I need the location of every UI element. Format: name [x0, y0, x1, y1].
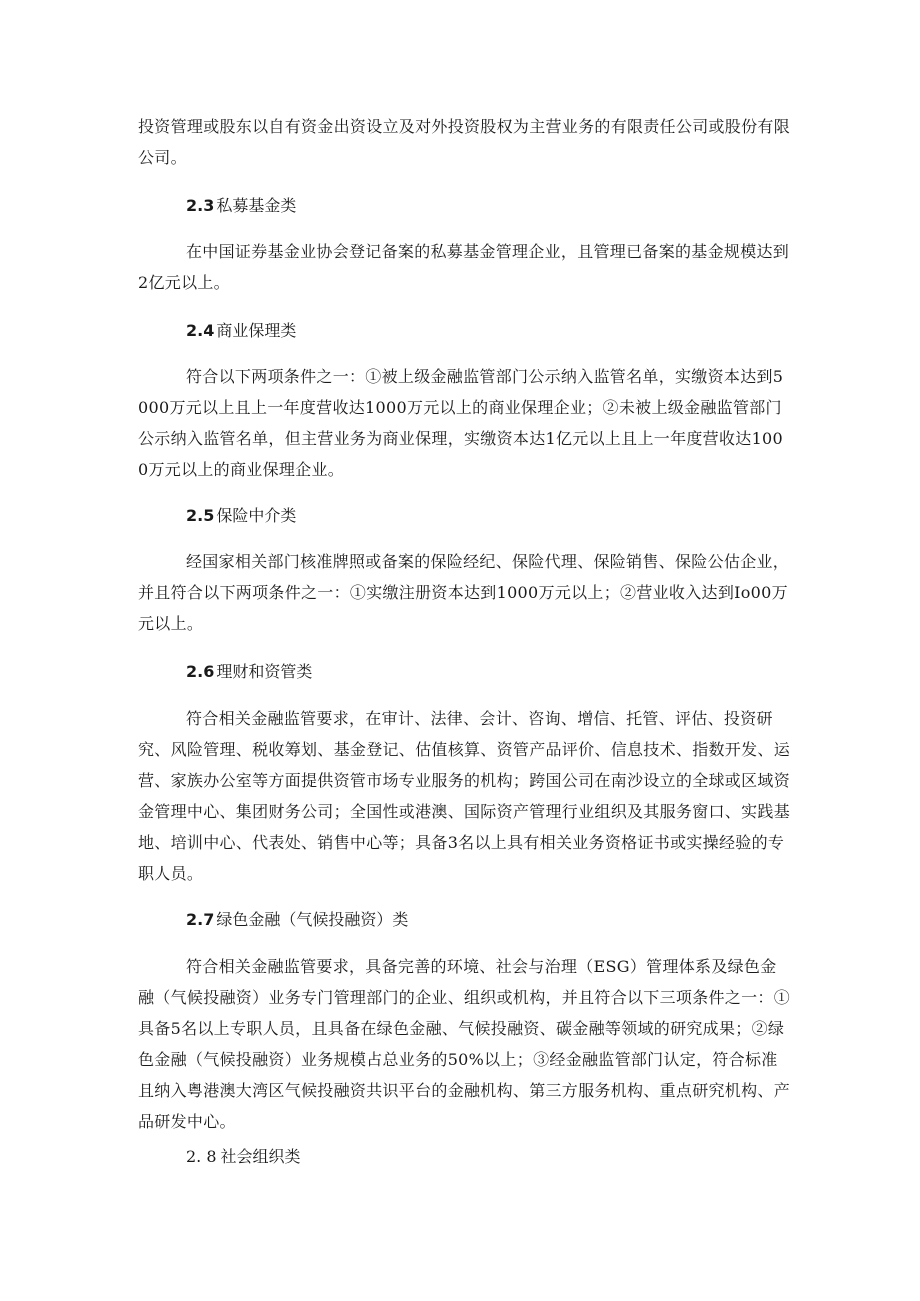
- section-number: 2.3: [186, 196, 215, 215]
- section-title: 绿色金融（气候投融资）类: [216, 910, 409, 929]
- section-title: 私募基金类: [216, 196, 297, 215]
- section-body-2-5: 经国家相关部门核准牌照或备案的保险经纪、保险代理、保险销售、保险公估企业，并且符合以下两项条件之一：①实缴注册资本达到1000万元以上；②营业收入达到Io00万元以上。: [138, 552, 790, 633]
- section-title: 社会组织类: [220, 1147, 301, 1166]
- section-number: 2.7: [186, 910, 215, 929]
- section-title: 商业保理类: [216, 321, 297, 340]
- section-title: 保险中介类: [216, 506, 297, 525]
- section-heading-2-4: [186, 315, 296, 346]
- section-heading-2-3: [186, 190, 296, 221]
- section-number: 2. 8: [186, 1147, 217, 1166]
- section-body-2-7: 符合相关金融监管要求，具备完善的环境、社会与治理（ESG）管理体系及绿色金融（气候投融资）业务专门管理部门的企业、组织或机构，并且符合以下三项条件之一：①具备5名以上专职人员，且具备在绿色金融、气候投融资、碳金融等领域的研究成果；②绿色金融（气候投融资）业务规模占总业务的50%以上；③经金融监管部门认定，符合标准且纳入粤港澳大湾区气候投融资共识平台的金融机构、第三方服务机构、重点研究机构、产品研发中心。: [138, 957, 791, 1131]
- section-number: 2.4: [186, 321, 215, 340]
- section-body-2-4: 符合以下两项条件之一：①被上级金融监管部门公示纳入监管名单，实缴资本达到5000万元以上且上一年度营收达1000万元以上的商业保理企业；②未被上级金融监管部门公示纳入监管名单，但主营业务为商业保理，实缴资本达1亿元以上且上一年度营收达1000万元以上的商业保理企业。: [138, 367, 784, 479]
- section-heading-2-6: [186, 656, 312, 687]
- section-heading-2-7: [186, 904, 408, 935]
- intro-paragraph: 投资管理或股东以自有资金出资设立及对外投资股权为主营业务的有限责任公司或股份有限公司。: [138, 117, 791, 167]
- section-body-2-6: 符合相关金融监管要求，在审计、法律、会计、咨询、增信、托管、评估、投资研究、风险管理、税收筹划、基金登记、估值核算、资管产品评价、信息技术、指数开发、运营、家族办公室等方面提供资管市场专业服务的机构；跨国公司在南沙设立的全球或区域资金管理中心、集团财务公司；全国性或港澳、国际资产管理行业组织及其服务窗口、实践基地、培训中心、代表处、销售中心等；具备3名以上具有相关业务资格证书或实操经验的专职人员。: [138, 709, 791, 883]
- section-body-2-3: 在中国证券基金业协会登记备案的私募基金管理企业，且管理已备案的基金规模达到2亿元以上。: [138, 242, 790, 292]
- section-heading-2-8: [186, 1141, 301, 1172]
- section-title: 理财和资管类: [216, 662, 313, 681]
- section-number: 2.5: [186, 506, 215, 525]
- section-heading-2-5: [186, 500, 296, 531]
- section-number: 2.6: [186, 662, 215, 681]
